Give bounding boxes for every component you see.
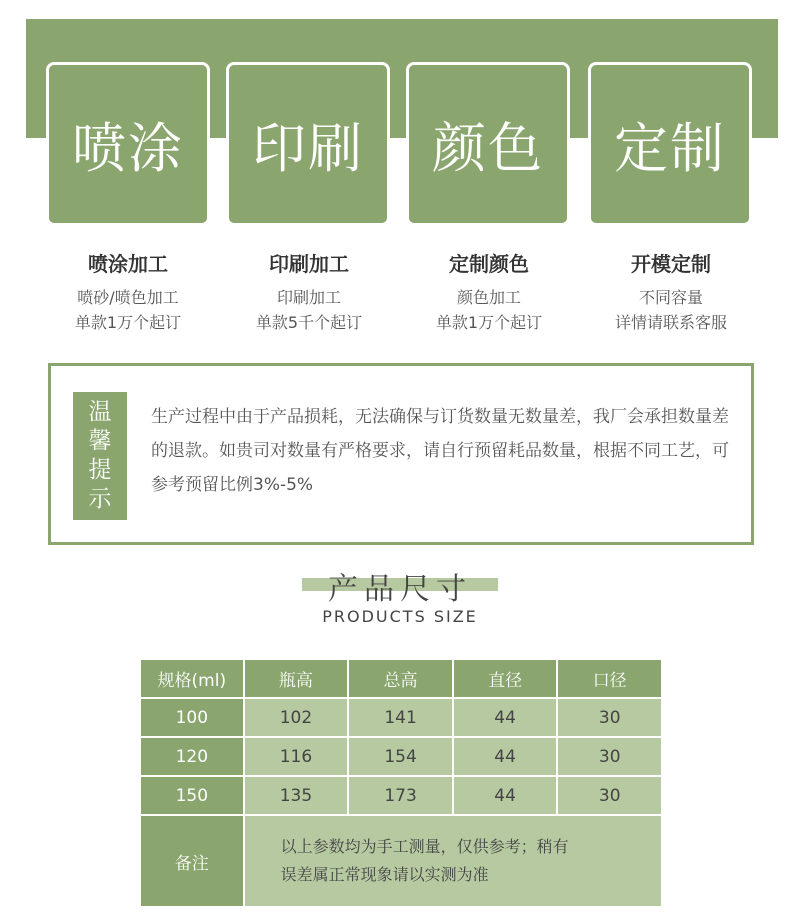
notice-label-char: 馨 <box>88 428 112 454</box>
feature-line: 详情请联系客服 <box>614 313 727 332</box>
notice-text: 生产过程中由于产品损耗，无法确保与订货数量无数量差，我厂会承担数量差的退款。如贵司对数量有严格要求，请自行预留耗品数量，根据不同工艺，可参考预留比例3%-5% <box>151 407 729 495</box>
section-subtitle: PRODUCTS SIZE <box>322 607 478 626</box>
tile-spraying <box>46 62 210 226</box>
tile-label: 喷涂 <box>72 116 184 180</box>
table-cell: 173 <box>348 776 453 815</box>
size-table <box>139 658 663 908</box>
feature-spraying <box>38 248 218 335</box>
table-row <box>140 698 662 737</box>
feature-title: 定制颜色 <box>449 252 529 276</box>
table-cell: 120 <box>140 737 244 776</box>
table-cell: 141 <box>348 698 453 737</box>
feature-printing <box>219 248 399 335</box>
feature-custom <box>581 248 761 335</box>
feature-line: 不同容量 <box>638 288 703 307</box>
feature-line: 单款1万个起订 <box>435 313 543 332</box>
table-header-cell: 直径 <box>453 659 558 698</box>
notice-label <box>73 392 127 520</box>
notice-label-char: 提 <box>88 457 112 483</box>
table-cell: 135 <box>244 776 349 815</box>
table-cell: 116 <box>244 737 349 776</box>
table-cell: 154 <box>348 737 453 776</box>
table-note-row <box>140 815 662 907</box>
table-cell: 100 <box>140 698 244 737</box>
tile-custom <box>588 62 752 226</box>
feature-title: 喷涂加工 <box>88 252 168 276</box>
feature-line: 印刷加工 <box>276 288 341 307</box>
tile-printing <box>226 62 390 226</box>
feature-title: 开模定制 <box>631 252 711 276</box>
table-header-cell: 瓶高 <box>244 659 349 698</box>
feature-line: 单款1万个起订 <box>74 313 182 332</box>
table-cell: 150 <box>140 776 244 815</box>
tile-label: 印刷 <box>252 116 364 180</box>
table-cell: 30 <box>557 776 662 815</box>
table-cell: 44 <box>453 776 558 815</box>
notice-box <box>48 363 754 545</box>
feature-line: 喷砂/喷色加工 <box>77 288 179 307</box>
table-row <box>140 737 662 776</box>
table-cell: 44 <box>453 698 558 737</box>
section-title: 产品尺寸 <box>328 572 472 607</box>
note-text <box>244 815 662 907</box>
notice-label-char: 示 <box>88 486 112 512</box>
table-cell: 30 <box>557 698 662 737</box>
table-header-cell: 规格(ml) <box>140 659 244 698</box>
table-header-cell: 总高 <box>348 659 453 698</box>
note-line: 以上参数均为手工测量，仅供参考；稍有 <box>280 837 569 856</box>
table-cell: 30 <box>557 737 662 776</box>
table-row <box>140 776 662 815</box>
tile-label: 颜色 <box>432 116 544 180</box>
tile-label: 定制 <box>614 116 726 180</box>
feature-line: 单款5千个起订 <box>255 313 363 332</box>
table-cell: 102 <box>244 698 349 737</box>
tile-color <box>406 62 570 226</box>
feature-title: 印刷加工 <box>269 252 349 276</box>
feature-color <box>399 248 579 335</box>
note-label: 备注 <box>140 815 244 907</box>
feature-line: 颜色加工 <box>456 288 521 307</box>
note-line: 误差属正常现象请以实测为准 <box>280 865 489 884</box>
table-header-cell: 口径 <box>557 659 662 698</box>
table-header-row <box>140 659 662 698</box>
table-cell: 44 <box>453 737 558 776</box>
notice-label-char: 温 <box>88 399 112 425</box>
